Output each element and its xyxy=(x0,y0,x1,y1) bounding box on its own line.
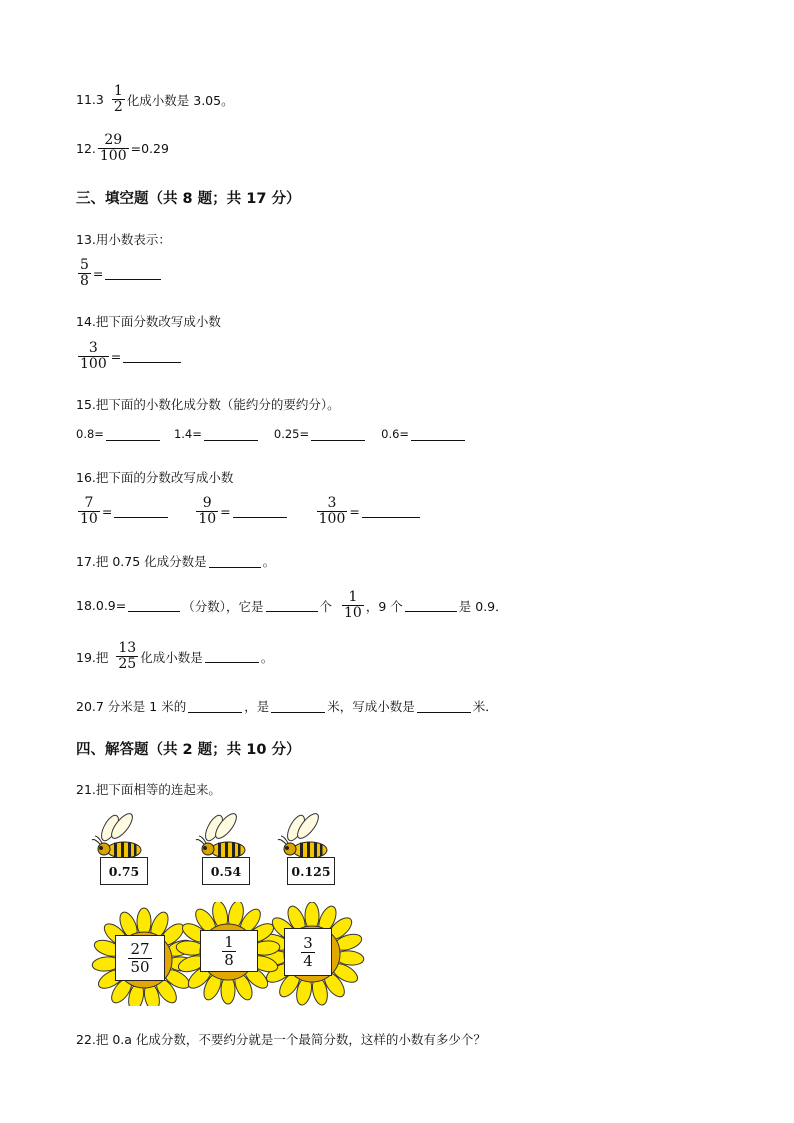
q13-numerator: 5 xyxy=(80,257,89,273)
q19-numerator: 13 xyxy=(118,640,137,656)
flower-numerator-2: 1 xyxy=(224,932,234,951)
q16-denominator-2: 10 xyxy=(198,511,217,527)
q16-denominator-1: 10 xyxy=(80,511,98,527)
q15-blank-3[interactable] xyxy=(311,428,365,441)
flower-numerator-1: 27 xyxy=(130,939,150,958)
q14-equals: = xyxy=(110,349,122,364)
flower-denominator-3: 4 xyxy=(303,951,313,970)
question-20 xyxy=(76,697,498,715)
q13-denominator: 8 xyxy=(80,273,89,289)
question-15-answers xyxy=(76,427,467,441)
q20-suffix: 米． xyxy=(472,699,498,714)
bee-icon-3 xyxy=(278,810,327,858)
bee-card-3[interactable]: 0.125 xyxy=(287,857,335,885)
q16-blank-3[interactable] xyxy=(362,505,420,518)
q18-fraction xyxy=(342,590,364,621)
q18-suffix: 是 0.9． xyxy=(458,598,508,614)
q18-numerator: 1 xyxy=(348,589,358,605)
q12-denominator: 100 xyxy=(99,148,127,164)
q11-suffix: 化成小数是 3.05。 xyxy=(126,92,234,108)
section-3-heading: 三、填空题（共 8 题；共 17 分） xyxy=(76,191,301,207)
q18-denominator: 10 xyxy=(344,605,362,621)
q13-fraction xyxy=(78,258,91,289)
q19-text: 化成小数是 xyxy=(140,649,203,665)
q14-denominator: 100 xyxy=(80,356,107,372)
q20-text-2: 米，写成小数是 xyxy=(327,699,415,714)
q15-item-4: 0.6= xyxy=(381,427,410,441)
q16-equals-1: = xyxy=(101,504,113,519)
question-14-text: 14.把下面分数改写成小数 xyxy=(76,314,221,329)
q14-answer-blank[interactable] xyxy=(123,350,181,363)
flower-denominator-1: 50 xyxy=(130,957,150,976)
flower-card-2[interactable] xyxy=(200,930,258,972)
bee-icon-1 xyxy=(92,810,141,858)
flower-card-1[interactable] xyxy=(115,935,165,981)
q17-prefix: 17.把 0.75 化成分数是 xyxy=(76,554,207,569)
flower-fraction-1 xyxy=(128,941,151,976)
q18-blank-1[interactable] xyxy=(128,599,180,612)
q20-blank-3[interactable] xyxy=(417,700,471,713)
q13-answer-blank[interactable] xyxy=(105,267,161,280)
flower-card-3[interactable] xyxy=(284,928,332,976)
bee-icon-2 xyxy=(196,810,245,858)
q19-fraction xyxy=(116,641,138,672)
q19-prefix: 19.把 xyxy=(76,649,109,665)
q15-blank-1[interactable] xyxy=(106,428,160,441)
q11-denominator: 2 xyxy=(113,99,123,115)
question-13-text: 13.用小数表示： xyxy=(76,232,171,247)
question-22-text: 22.把 0.a 化成分数，不要约分就是一个最简分数，这样的小数有多少个？ xyxy=(76,1032,486,1047)
question-16-text: 16.把下面的分数改写成小数 xyxy=(76,470,234,485)
q16-fraction-2 xyxy=(196,496,218,527)
q20-text-1: ，是 xyxy=(244,699,270,714)
q17-suffix: 。 xyxy=(262,554,276,569)
q16-blank-2[interactable] xyxy=(233,505,287,518)
q17-blank[interactable] xyxy=(209,555,261,568)
q20-blank-2[interactable] xyxy=(271,700,325,713)
q20-blank-1[interactable] xyxy=(188,700,242,713)
q15-item-1: 0.8= xyxy=(76,427,104,441)
q16-numerator-3: 3 xyxy=(327,495,337,511)
flower-fraction-3 xyxy=(301,935,315,970)
q11-prefix: 11.3 xyxy=(76,92,104,107)
q18-prefix: 18.0.9= xyxy=(76,598,127,613)
q16-fraction-3 xyxy=(317,496,348,527)
question-12 xyxy=(76,133,169,164)
q15-blank-4[interactable] xyxy=(411,428,465,441)
q14-numerator: 3 xyxy=(88,340,98,356)
q16-numerator-2: 9 xyxy=(202,495,212,511)
q11-numerator: 1 xyxy=(113,83,123,99)
q12-suffix: =0.29 xyxy=(130,141,169,156)
question-21-text: 21.把下面相等的连起来。 xyxy=(76,782,221,797)
flower-fraction-2 xyxy=(222,934,236,969)
q18-blank-2[interactable] xyxy=(266,599,318,612)
q14-fraction xyxy=(78,341,109,372)
question-17 xyxy=(76,552,275,570)
q16-numerator-1: 7 xyxy=(84,495,94,511)
q19-blank[interactable] xyxy=(205,650,259,663)
q16-denominator-3: 100 xyxy=(318,511,346,527)
q11-fraction xyxy=(112,84,125,115)
q15-blank-2[interactable] xyxy=(204,428,258,441)
question-18 xyxy=(76,590,508,621)
q18-text-2: 个 xyxy=(319,598,333,614)
section-4-heading: 四、解答题（共 2 题；共 10 分） xyxy=(76,742,301,758)
q12-prefix: 12. xyxy=(76,141,96,156)
q19-suffix: 。 xyxy=(260,649,274,665)
q18-blank-3[interactable] xyxy=(405,599,457,612)
q16-blank-1[interactable] xyxy=(114,505,168,518)
q15-item-2: 1.4= xyxy=(173,427,202,441)
q16-equals-2: = xyxy=(220,504,231,519)
q13-equals: = xyxy=(92,266,104,281)
q12-numerator: 29 xyxy=(104,132,123,148)
q19-denominator: 25 xyxy=(118,656,137,672)
q18-text-3: ，9 个 xyxy=(365,598,403,614)
q16-fraction-1 xyxy=(78,496,100,527)
question-19 xyxy=(76,641,273,672)
question-14-answer xyxy=(76,341,183,372)
flower-numerator-3: 3 xyxy=(303,933,313,952)
q18-text-1: （分数），它是 xyxy=(182,598,264,614)
bee-card-1[interactable]: 0.75 xyxy=(100,857,148,885)
question-13-answer xyxy=(76,258,163,289)
bee-card-2[interactable]: 0.54 xyxy=(202,857,250,885)
question-11 xyxy=(76,84,234,115)
q15-item-3: 0.25= xyxy=(273,427,310,441)
flower-denominator-2: 8 xyxy=(224,950,234,969)
q20-prefix: 20.7 分米是 1 米的 xyxy=(76,699,187,714)
q16-equals-3: = xyxy=(349,504,360,519)
question-15-text: 15.把下面的小数化成分数（能约分的要约分）。 xyxy=(76,397,340,412)
question-16-answers xyxy=(76,496,422,527)
q12-fraction xyxy=(98,133,129,164)
